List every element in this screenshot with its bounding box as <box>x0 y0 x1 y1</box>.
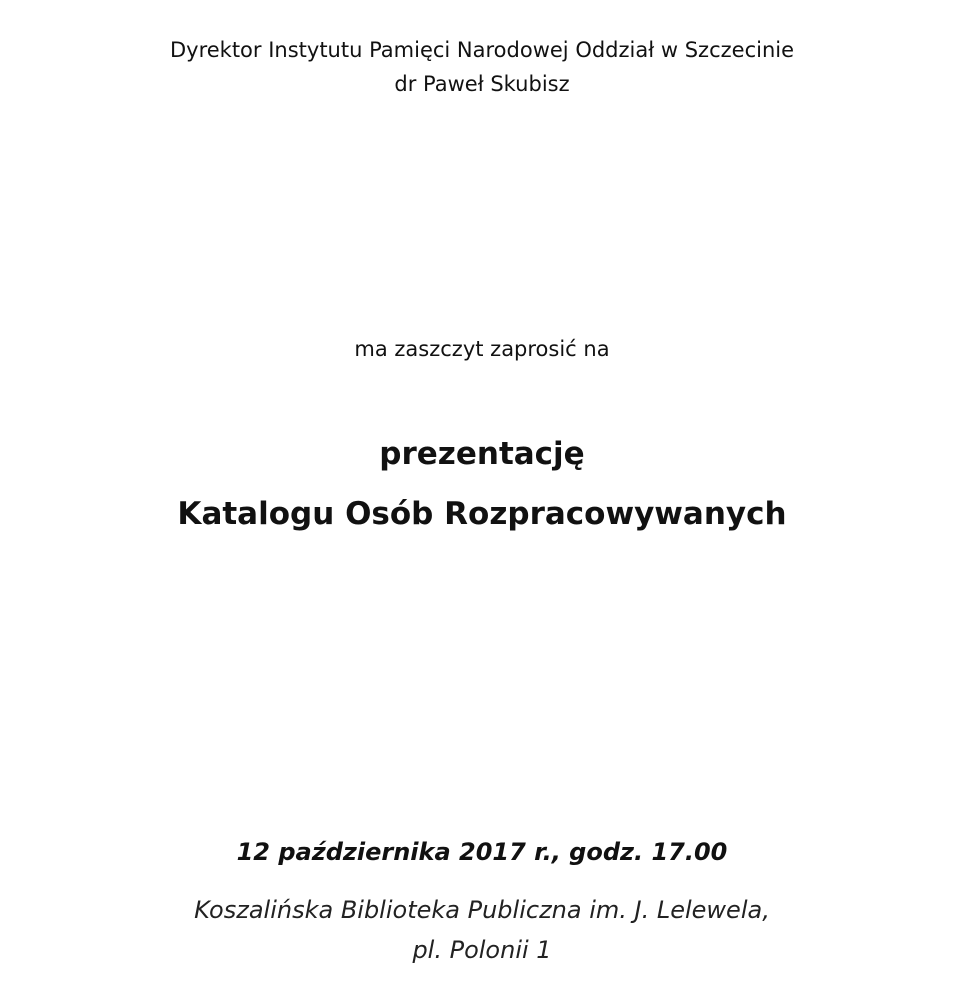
venue-address: pl. Polonii 1 <box>412 936 552 964</box>
event-type: prezentację <box>379 436 585 472</box>
venue-name: Koszalińska Biblioteka Publiczna im. J. Lelewela, <box>194 896 770 924</box>
event-title: Katalogu Osób Rozpracowywanych <box>177 496 787 532</box>
event-date-time: 12 października 2017 r., godz. 17.00 <box>236 838 728 866</box>
organizer-name: dr Paweł Skubisz <box>394 72 570 96</box>
invitation-phrase: ma zaszczyt zaprosić na <box>354 337 610 361</box>
organizer-title: Dyrektor Instytutu Pamięci Narodowej Oddział w Szczecinie <box>169 38 795 62</box>
